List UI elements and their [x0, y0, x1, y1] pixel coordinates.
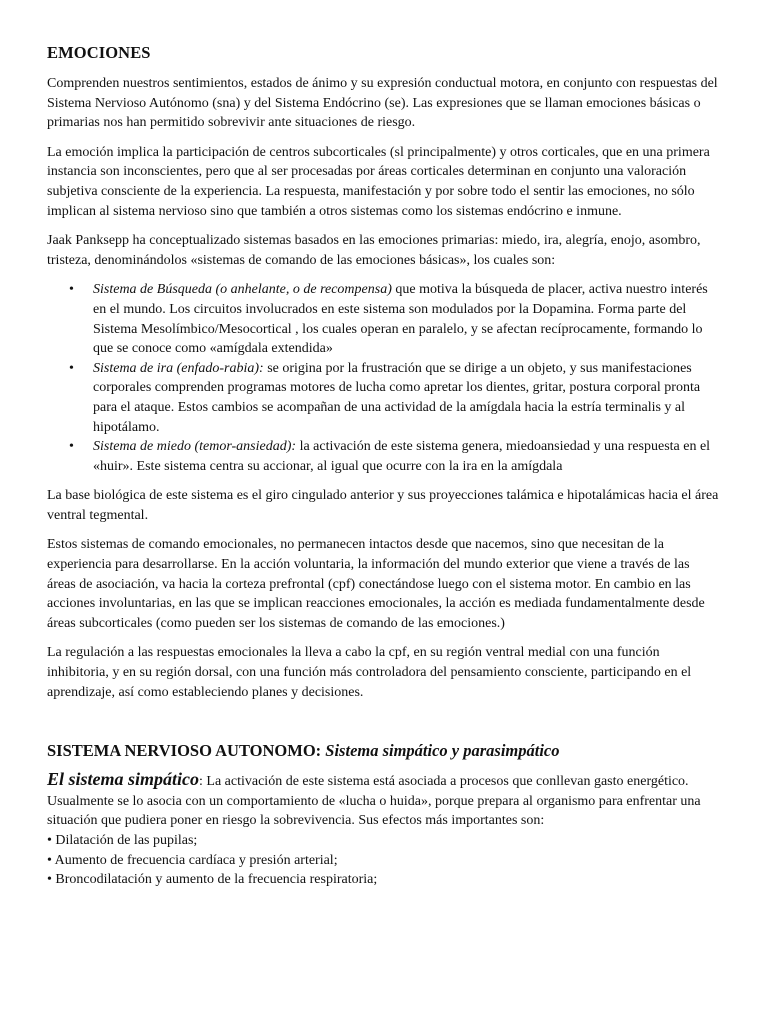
document-page [47, 42, 719, 890]
sympathetic-lead: El sistema simpático [47, 769, 200, 790]
section-title-emociones: EMOCIONES [47, 43, 151, 62]
list-item [69, 280, 719, 358]
list-item-italic: Sistema de miedo (temor-ansiedad): [93, 439, 297, 455]
section-spacer [47, 712, 719, 740]
sympathetic-block [47, 770, 719, 890]
list-item-italic: Sistema de Búsqueda (o anhelante, o de recompensa) [93, 282, 392, 298]
bullet-list [47, 280, 719, 476]
list-item-italic: Sistema de ira (enfado-rabia): [93, 360, 264, 376]
list-item-text: la activación de este sistema genera, miedoansiedad y una respuesta en el «huir». Este sistema centra su accionar, al igual que ocurre con la ira en la amígdala [93, 439, 711, 474]
effect-item: • Aumento de frecuencia cardíaca y presión arterial; [47, 852, 338, 868]
paragraph-2: La emoción implica la participación de centros subcorticales (sl principalmente) y otros corticales, que en una primera instancia son inconscientes, pero que al ser procesadas por áreas corticales determinan en conjunto una valoración subjetiva consciente de la experiencia. La respuesta, manifestación y por sobre todo el sentir las emociones, no sólo implican al sistema nervioso sino que también a otros sistemas como los sistemas endócrino e inmune. [47, 144, 710, 219]
list-item-text: que motiva la búsqueda de placer, activa nuestro interés en el mundo. Los circuitos involucrados en este sistema son modulados por la Dopamina. Forma parte del Sistema Mesolímbico/Mesocortical , los cuales operan en paralelo, y se afectan recíprocamente, formando lo que se conoce como «amígdala extendida» [93, 282, 708, 357]
effect-item: • Dilatación de las pupilas; [47, 833, 198, 848]
section-title-main: SISTEMA NERVIOSO AUTONOMO: [47, 741, 326, 761]
section-subtitle: Sistema simpático y parasimpático [325, 741, 560, 761]
paragraph-6: La regulación a las respuestas emocionales la lleva a cabo la cpf, en su región ventral medial con una función inhibitoria, y en su región dorsal, con una función más controladora del pensamiento consciente, participando en el aprendizaje, así como estableciendo planes y decisiones. [47, 645, 692, 700]
sympathetic-lead-text: : La activación de este sistema está asociada a procesos que conllevan gasto energético. Usualmente se lo asocia con un comportamiento de «lucha o huida», porque prepara al organismo para enfrentar una situación que pudiera poner en riesgo la sobrevivencia. Sus efectos más importantes son: [47, 774, 701, 829]
sympathetic-paragraph [47, 770, 719, 831]
bullet-icon: • [69, 282, 74, 298]
list-item [69, 437, 719, 476]
paragraph-1: Comprenden nuestros sentimientos, estados de ánimo y su expresión conductual motora, en conjunto con respuestas del Sistema Nervioso Autónomo (sna) y del Sistema Endócrino (se). Las expresiones que se llaman emociones básicas o primarias nos han permitido sobrevivir ante situaciones de riesgo. [47, 76, 718, 131]
paragraph-5: Estos sistemas de comando emocionales, no permanecen intactos desde que nacemos, sino que necesitan de la experiencia para desarrollarse. En la acción voluntaria, la información del mundo exterior que viene a través de las áreas de asociación, va hacia la corteza prefrontal (cpf) conectándose luego con el sistema motor. En cambio en las acciones involuntarias, en las que se implican reacciones emocionales, la acción es mediada fundamentalmente desde áreas subcorticales (como pueden ser los sistemas de comando de las emociones.) [47, 537, 705, 631]
section-title-sna [47, 740, 719, 762]
list-item [69, 359, 719, 437]
bullet-icon: • [69, 439, 74, 455]
list-item-text: se origina por la frustración que se dirige a un objeto, y sus manifestaciones corporales comprenden programas motores de lucha como apretar los dientes, gritar, postura corporal pronta para el ataque. Estos cambios se acompañan de una actividad de la amígdala hacia la estría terminalis y al hipotálamo. [93, 360, 701, 435]
effect-item: • Broncodilatación y aumento de la frecuencia respiratoria; [47, 872, 378, 888]
paragraph-3: Jaak Panksepp ha conceptualizado sistemas basados en las emociones primarias: miedo, ira, alegría, enojo, asombro, tristeza, denominándolos «sistemas de comando de las emociones básicas», los cuales son: [47, 233, 701, 268]
paragraph-4: La base biológica de este sistema es el giro cingulado anterior y sus proyecciones talámica e hipotalámicas hacia el área ventral tegmental. [47, 488, 719, 523]
bullet-icon: • [69, 360, 74, 376]
